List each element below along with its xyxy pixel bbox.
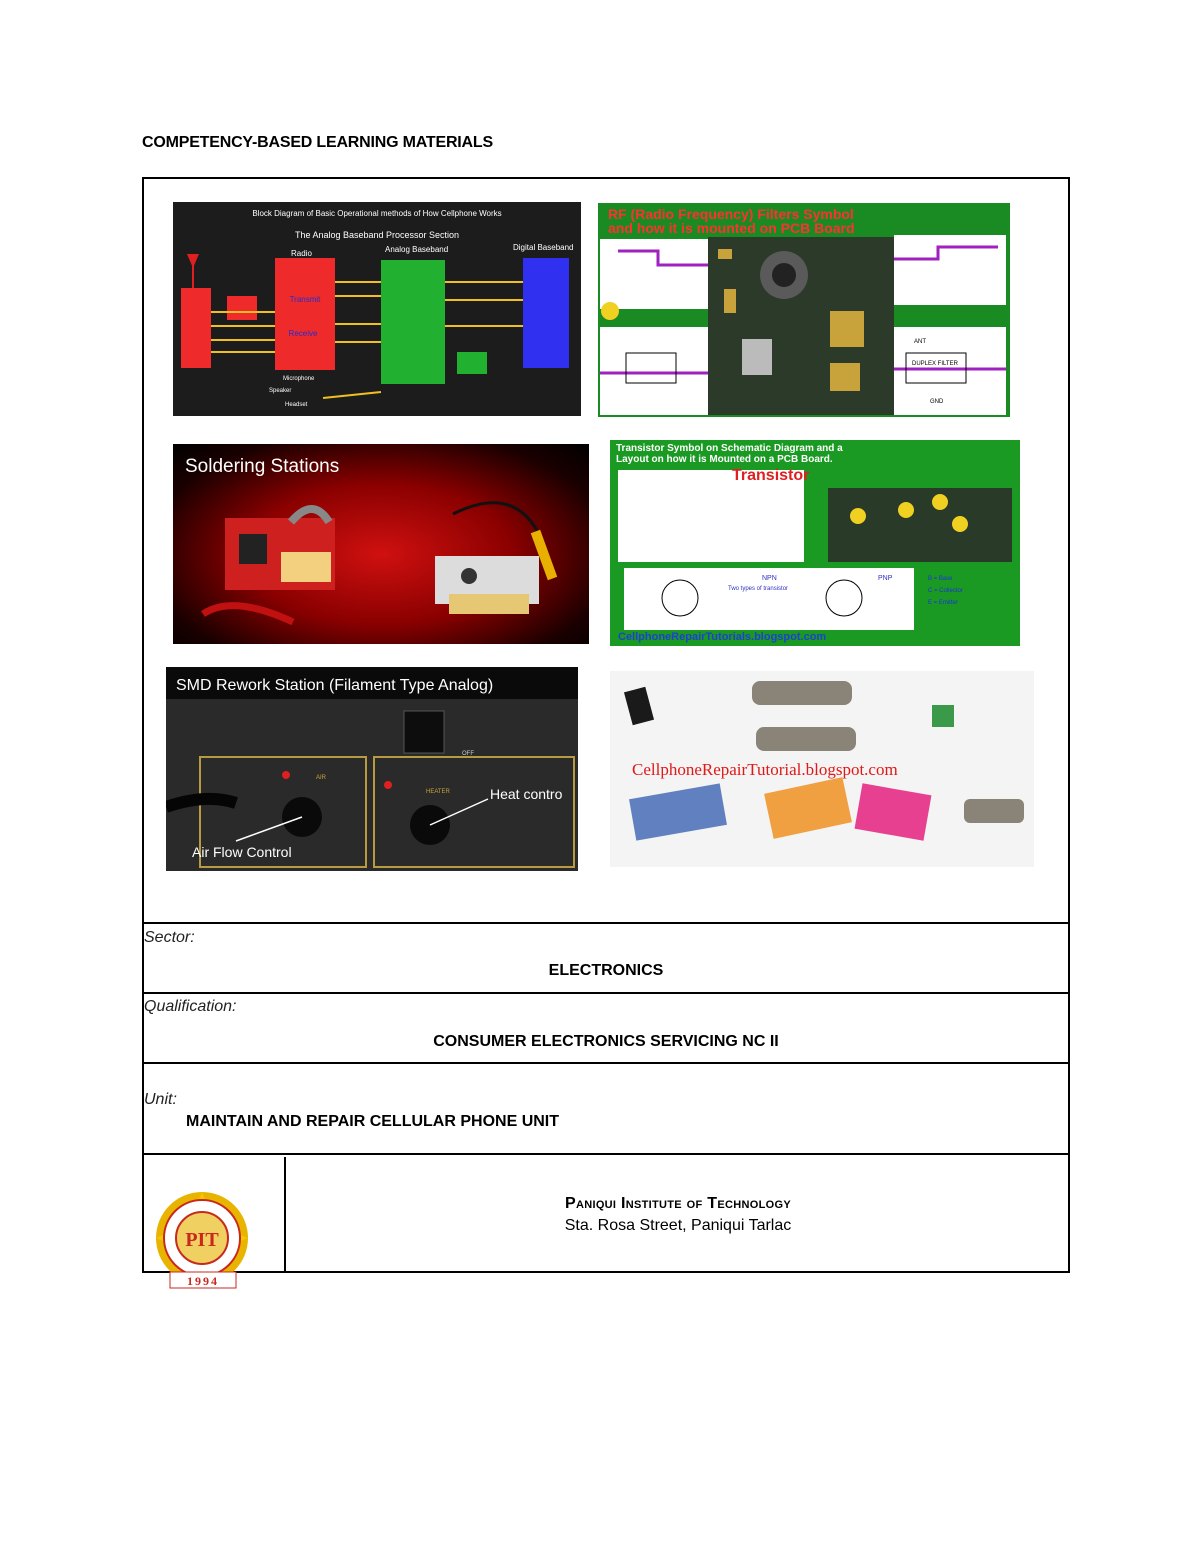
marker-37 [601, 302, 619, 320]
vibrator-motor-4 [932, 705, 954, 727]
digital-baseband-block [523, 258, 569, 368]
unit-value: MAINTAIN AND REPAIR CELLULAR PHONE UNIT [186, 1113, 560, 1130]
label-radio: Radio [291, 249, 312, 258]
label-heat-control: Heat contro [490, 786, 563, 802]
transistor-banner: Transistor [732, 467, 810, 484]
label-air: AIR [316, 775, 327, 781]
qualification-value: CONSUMER ELECTRONICS SERVICING NC II [433, 1033, 779, 1050]
label-analog-baseband: Analog Baseband [385, 245, 449, 254]
smd-caption: SMD Rework Station (Filament Type Analog) [176, 677, 494, 694]
label-digital-baseband: Digital Baseband [513, 243, 574, 252]
svg-text:PIT: PIT [185, 1229, 219, 1251]
vibrator-motor-1 [624, 687, 654, 726]
label-heater: HEATER [426, 789, 450, 795]
document-title: COMPETENCY-BASED LEARNING MATERIALS [142, 134, 493, 151]
svg-text:1994: 1994 [187, 1274, 219, 1288]
soldering-stations-image [173, 444, 589, 644]
smd-rework-image [166, 667, 578, 871]
label-two-types: Two types of transistor [728, 586, 789, 592]
sector-label: Sector: [144, 929, 195, 946]
transistor-watermark: CellphoneRepairTutorials.blogspot.com [618, 631, 827, 643]
radio-block [275, 258, 335, 370]
rf-filters-image [598, 203, 1010, 417]
label-gnd: GND [930, 399, 944, 405]
block-diagram-subheading: The Analog Baseband Processor Section [294, 230, 460, 240]
label-air-flow-control: Air Flow Control [192, 844, 292, 860]
label-microphone: Microphone [283, 376, 315, 382]
sector-value: ELECTRONICS [548, 962, 664, 979]
label-transmit: Transmit [289, 295, 321, 304]
rf-heading-1: RF (Radio Frequency) Filters Symbol [608, 206, 854, 222]
label-receive: Receive [288, 329, 318, 338]
institution-address: Sta. Rosa Street, Paniqui Tarlac [564, 1217, 792, 1234]
vibrator-motor-3 [756, 727, 856, 751]
label-collector: C = Collector [928, 588, 963, 594]
pit-logo [150, 1192, 256, 1292]
institution-name: Paniqui Institute of Technology [565, 1195, 791, 1212]
qualification-label: Qualification: [144, 998, 237, 1015]
label-ant: ANT [914, 339, 926, 345]
unit-label: Unit: [144, 1091, 177, 1108]
label-emitter: E = Emitter [928, 600, 958, 606]
soldering-caption: Soldering Stations [185, 456, 340, 477]
rf-heading-2: and how it is mounted on PCB Board [608, 220, 855, 236]
transistor-image [610, 440, 1020, 646]
filter-block [181, 288, 211, 368]
vibrator-motors-image [610, 671, 1034, 867]
analog-baseband-block [381, 260, 445, 384]
block-diagram-heading: Block Diagram of Basic Operational methods of How Cellphone Works [252, 209, 502, 218]
label-speaker: Speaker [269, 388, 292, 394]
label-pnp: PNP [878, 575, 893, 582]
label-base: B = Base [928, 576, 953, 582]
vibrator-motor-2 [752, 681, 852, 705]
label-headset: Headset [285, 402, 308, 408]
transistor-pcb [828, 488, 1012, 562]
label-duplex-filter: DUPLEX FILTER [912, 361, 958, 367]
label-npn: NPN [762, 575, 777, 582]
label-off: OFF [462, 751, 474, 757]
transistor-heading-2: Layout on how it is Mounted on a PCB Board. [616, 454, 833, 465]
cover-frame [142, 177, 1070, 1273]
transistor-heading-1: Transistor Symbol on Schematic Diagram and a [616, 443, 843, 454]
vibrators-watermark: CellphoneRepairTutorial.blogspot.com [632, 760, 898, 779]
block-diagram-image [173, 202, 581, 416]
